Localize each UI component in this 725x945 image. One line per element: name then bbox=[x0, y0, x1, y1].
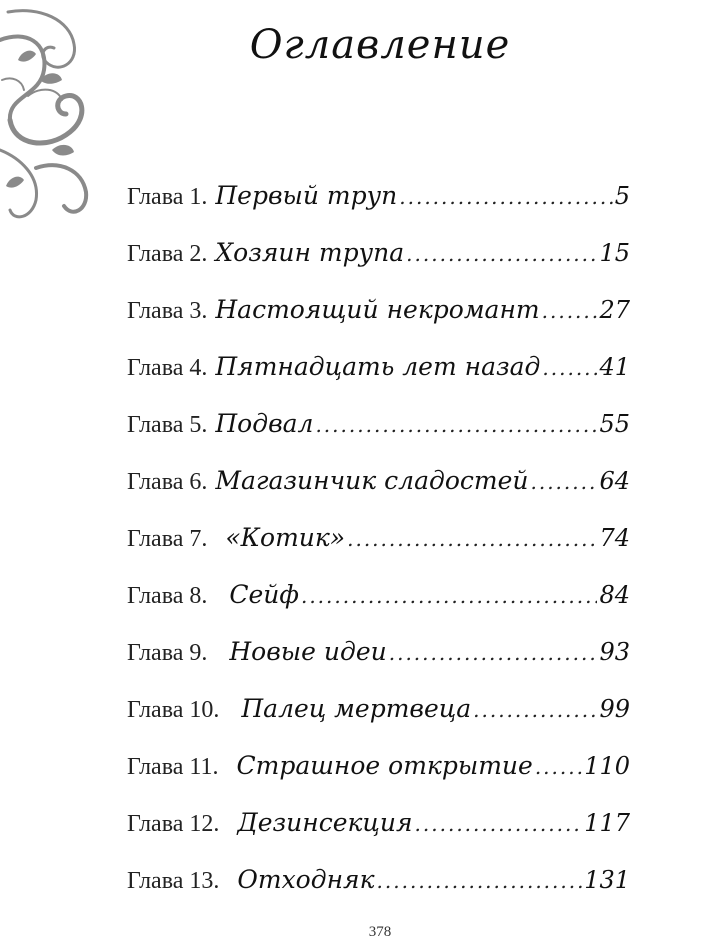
chapter-label: Глава 9. bbox=[127, 640, 208, 666]
page-number: 5 bbox=[614, 182, 630, 210]
chapter-label: Глава 2. bbox=[127, 241, 208, 267]
chapter-title: Дезинсекция bbox=[237, 808, 413, 837]
chapter-label: Глава 10. bbox=[127, 697, 220, 723]
chapter-label: Глава 5. bbox=[127, 412, 208, 438]
toc-entry bbox=[127, 637, 630, 677]
chapter-title: Хозяин трупа bbox=[215, 238, 405, 267]
chapter-title: Подвал bbox=[215, 409, 314, 438]
toc-entry bbox=[127, 580, 630, 620]
page-number: 15 bbox=[599, 239, 630, 267]
dot-leader bbox=[530, 470, 597, 494]
toc-entry bbox=[127, 523, 630, 563]
toc-entry bbox=[127, 352, 630, 392]
page-number: 64 bbox=[599, 467, 630, 495]
page-number: 99 bbox=[599, 695, 630, 723]
dot-leader bbox=[301, 584, 597, 608]
page-folio: 378 bbox=[368, 924, 392, 940]
chapter-title: Отходняк bbox=[237, 865, 375, 894]
page-number: 27 bbox=[599, 296, 630, 324]
dot-leader bbox=[399, 185, 612, 209]
page-number: 74 bbox=[599, 524, 630, 552]
chapter-label: Глава 3. bbox=[127, 298, 208, 324]
dot-leader bbox=[377, 869, 583, 893]
chapter-label: Глава 13. bbox=[127, 868, 220, 894]
chapter-label: Глава 11. bbox=[127, 754, 219, 780]
chapter-label: Глава 8. bbox=[127, 583, 208, 609]
toc-entry bbox=[127, 808, 630, 848]
toc-entry bbox=[127, 865, 630, 905]
chapter-title: Новые идеи bbox=[229, 637, 387, 666]
chapter-title: «Котик» bbox=[225, 523, 346, 552]
chapter-title: Настоящий некромант bbox=[215, 295, 540, 324]
toc-entry bbox=[127, 181, 630, 221]
chapter-label: Глава 7. bbox=[127, 526, 208, 552]
page-number: 84 bbox=[599, 581, 630, 609]
chapter-label: Глава 4. bbox=[127, 355, 208, 381]
page-number: 55 bbox=[599, 410, 630, 438]
chapter-title: Первый труп bbox=[215, 181, 398, 210]
toc-entry bbox=[127, 694, 630, 734]
page-number: 117 bbox=[584, 809, 630, 837]
page-number: 110 bbox=[584, 752, 630, 780]
chapter-label: Глава 6. bbox=[127, 469, 208, 495]
toc-entry bbox=[127, 409, 630, 449]
chapter-label: Глава 1. bbox=[127, 184, 208, 210]
toc-entry bbox=[127, 238, 630, 278]
dot-leader bbox=[389, 641, 598, 665]
page-number: 131 bbox=[584, 866, 630, 894]
chapter-title: Сейф bbox=[229, 580, 299, 609]
dot-leader bbox=[473, 698, 597, 722]
toc-entry bbox=[127, 751, 630, 791]
dot-leader bbox=[542, 299, 598, 323]
toc-entry bbox=[127, 466, 630, 506]
dot-leader bbox=[542, 356, 597, 380]
dot-leader bbox=[535, 755, 582, 779]
page-number: 41 bbox=[599, 353, 630, 381]
dot-leader bbox=[347, 527, 597, 551]
chapter-title: Палец мертвеца bbox=[241, 694, 472, 723]
chapter-title: Страшное открытие bbox=[236, 751, 533, 780]
chapter-title: Магазинчик сладостей bbox=[215, 466, 529, 495]
chapter-title: Пятнадцать лет назад bbox=[215, 352, 541, 381]
chapter-label: Глава 12. bbox=[127, 811, 220, 837]
page-title: Оглавление bbox=[249, 22, 511, 68]
dot-leader bbox=[415, 812, 583, 836]
page-number: 93 bbox=[599, 638, 630, 666]
dot-leader bbox=[315, 413, 597, 437]
dot-leader bbox=[406, 242, 597, 266]
toc-entry bbox=[127, 295, 630, 335]
